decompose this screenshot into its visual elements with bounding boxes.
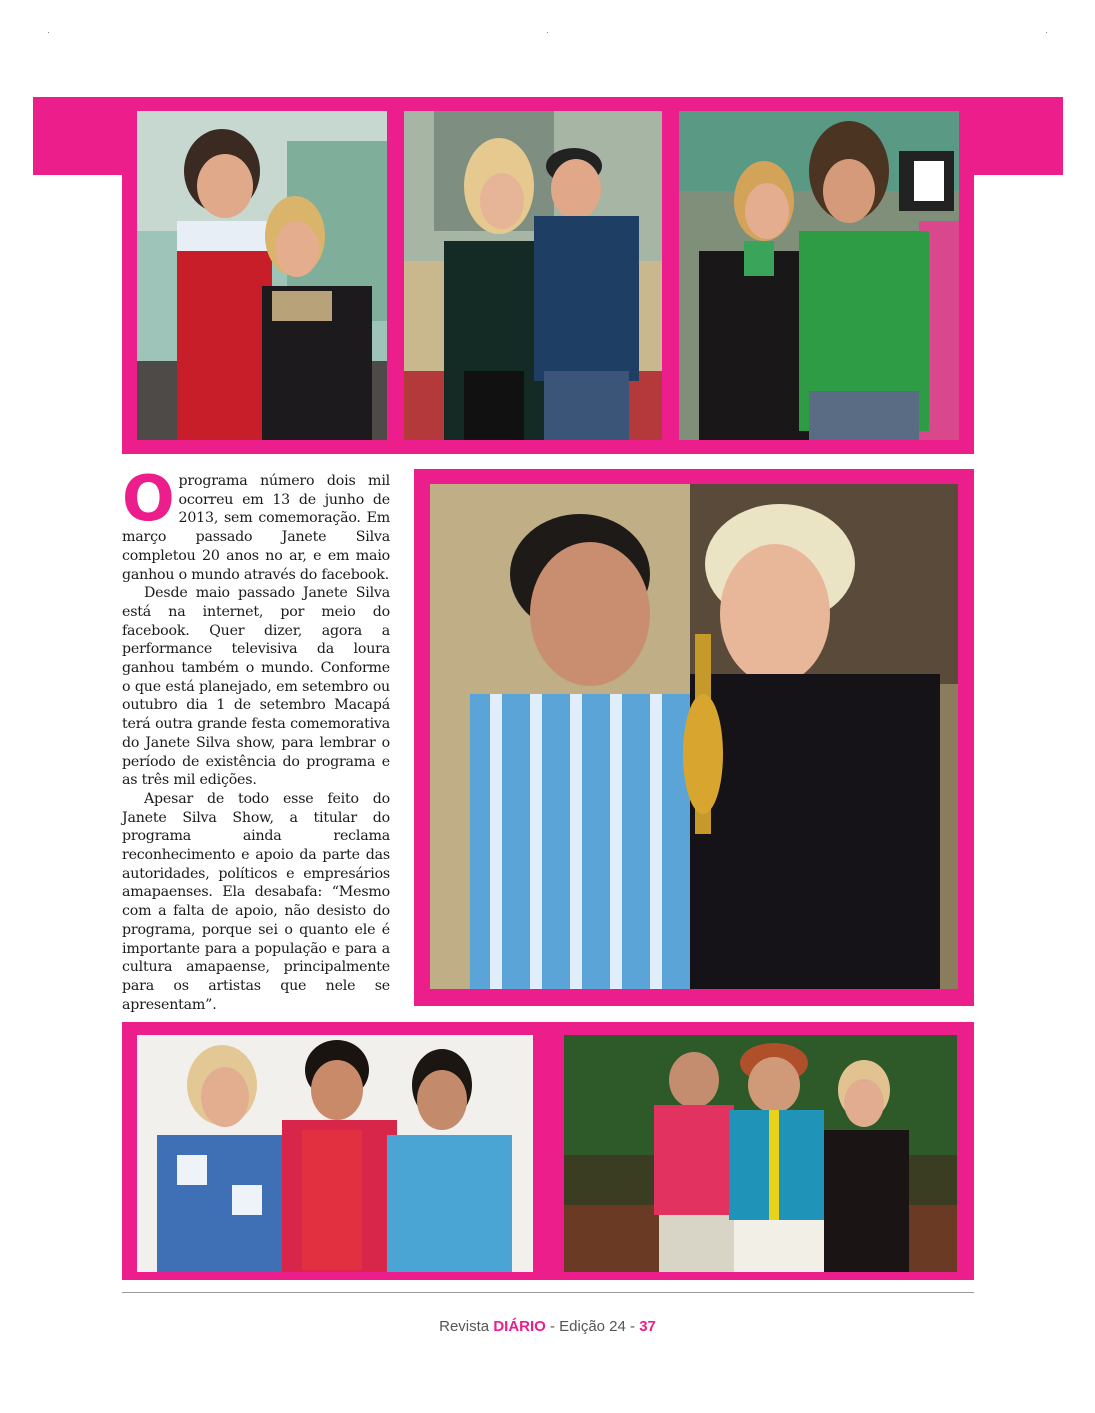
footer-edition: - Edição 24 - (549, 1318, 636, 1335)
photo-top-right (679, 111, 959, 440)
photo-top-center (404, 111, 662, 440)
photo-top-left (137, 111, 387, 440)
photo-main (430, 484, 958, 989)
drop-cap: O (122, 462, 175, 535)
page-number: 37 (639, 1318, 656, 1335)
footer-divider (122, 1292, 974, 1293)
photo-bottom-right (564, 1035, 957, 1272)
photo-bottom-left (137, 1035, 533, 1272)
article-paragraph: Desde maio passado Janete Silva está na internet, por meio do facebook. Quer dizer, agora a performance televisiva da loura ganhou também o mundo. Conforme o que está planejado, em setembro ou outubro dia 1 de setembro Macapá terá outra grande festa comemorativa do Janete Silva show, para lembrar o período de existência do programa e as três mil edições. (122, 585, 390, 789)
article-body (122, 462, 390, 1014)
crop-mark (547, 32, 548, 33)
crop-mark (1046, 32, 1047, 33)
article-paragraph: Apesar de todo esse feito do Janete Silva Show, a titular do programa ainda reclama reconhecimento e apoio da parte das autoridades, políticos e empresários amapaenses. Ela desabafa: “Mesmo com a falta de apoio, não desisto do programa, porque sei o quanto ele é importante para a população e para a cultura amapaense, principalmente para os artistas que nele se apresentam”. (122, 790, 390, 1013)
page-footer (0, 1318, 1095, 1335)
footer-prefix: Revista (439, 1318, 490, 1335)
crop-mark (48, 32, 49, 33)
article-paragraph: Oprograma número dois mil ocorreu em 13 de junho de 2013, sem comemoração. Em março passado Janete Silva completou 20 anos no ar, e em maio ganhou o mundo através do facebook. (122, 462, 390, 583)
footer-brand: DIÁRIO (493, 1318, 546, 1335)
